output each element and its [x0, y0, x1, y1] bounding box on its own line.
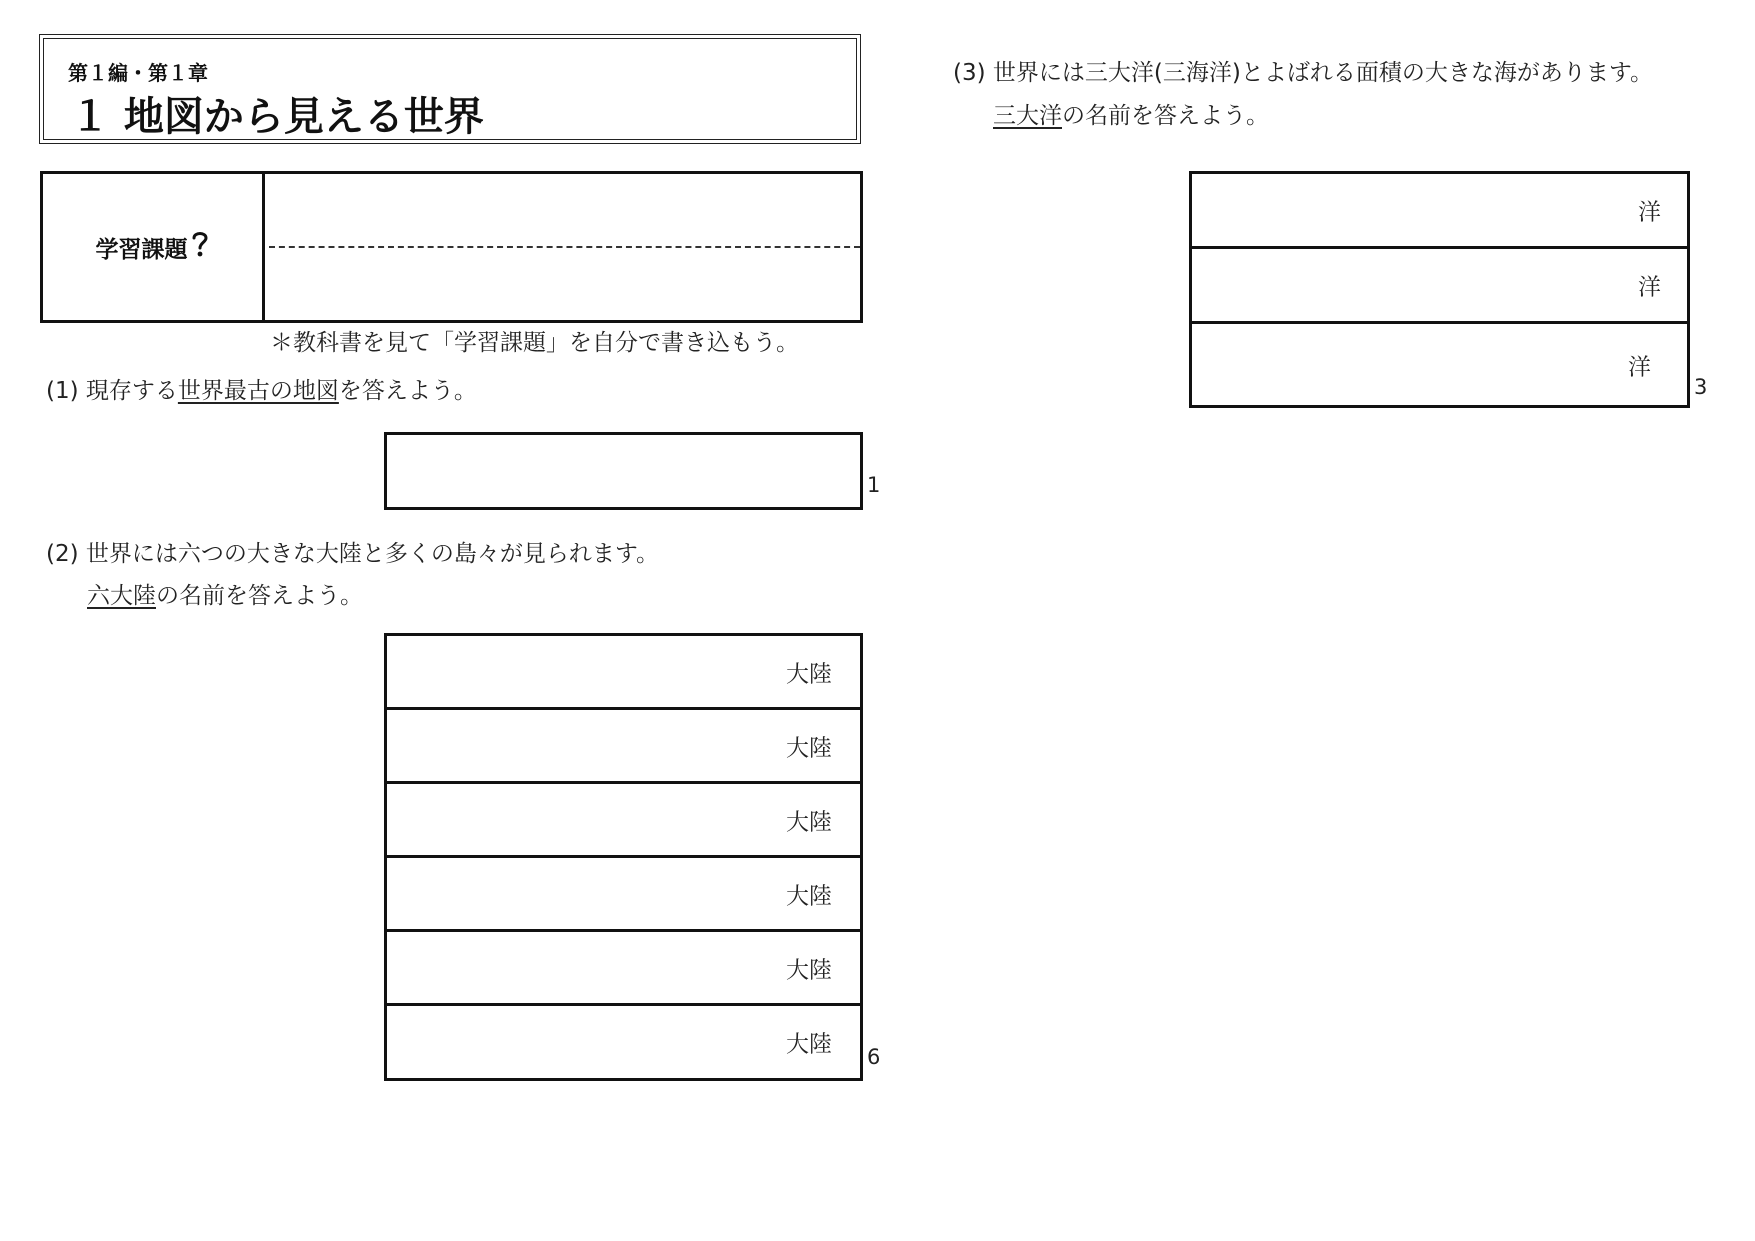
continent-answer-row[interactable]: [387, 636, 860, 710]
question-1-suffix: を答えよう。: [338, 378, 477, 404]
question-2-line1: (2) 世界には六つの大きな大陸と多くの島々が見られます。: [46, 541, 660, 567]
question-1-keyword: 世界最古の地図: [177, 378, 339, 404]
learning-task-note: ＊教科書を見て「学習課題」を自分で書き込もう。: [270, 330, 799, 356]
continent-suffix: 大陸: [786, 1031, 832, 1058]
learning-task-label-cell: [43, 174, 262, 320]
learning-task-label: 学習課題: [95, 236, 188, 263]
ocean-answer-row[interactable]: [1192, 249, 1687, 324]
learning-task-write-area-top[interactable]: [265, 174, 860, 246]
continent-answer-row[interactable]: [387, 784, 860, 858]
learning-task-write-area-bottom[interactable]: [265, 248, 860, 320]
question-mark-icon: [190, 230, 210, 264]
chapter-subtitle: 第１編・第１章: [68, 61, 208, 85]
question-3-line2: [993, 97, 1269, 130]
question-2-answer-table: [384, 633, 863, 1081]
question-3-line2-suffix: の名前を答えよう。: [1062, 103, 1269, 129]
continent-suffix: 大陸: [786, 661, 832, 687]
question-1-count: 1: [867, 473, 881, 497]
question-3-line1: (3) 世界には三大洋(三海洋)とよばれる面積の大きな海があります。: [953, 60, 1653, 86]
continent-answer-row[interactable]: [387, 710, 860, 784]
continent-suffix: 大陸: [786, 883, 832, 909]
question-3-count: 3: [1694, 375, 1708, 399]
continent-answer-row[interactable]: [387, 1006, 860, 1078]
question-1: [46, 372, 477, 405]
page-title: １ 地図から見える世界: [70, 93, 484, 140]
ocean-answer-row[interactable]: [1192, 324, 1687, 405]
question-1-prefix: (1) 現存する: [46, 378, 178, 404]
question-3-keyword: 三大洋: [993, 103, 1062, 129]
question-2-line2-suffix: の名前を答えよう。: [156, 583, 363, 609]
question-2-count: 6: [867, 1045, 881, 1069]
continent-answer-row[interactable]: [387, 932, 860, 1006]
ocean-answer-row[interactable]: [1192, 174, 1687, 249]
question-1-answer-box[interactable]: [384, 432, 863, 510]
question-2-line2: [87, 577, 363, 610]
continent-suffix: 大陸: [786, 735, 832, 761]
continent-suffix: 大陸: [786, 957, 832, 983]
ocean-suffix: 洋: [1638, 199, 1661, 226]
question-2-keyword: 六大陸: [87, 583, 156, 609]
ocean-suffix: 洋: [1628, 354, 1651, 380]
question-3-answer-table: [1189, 171, 1690, 408]
continent-answer-row[interactable]: [387, 858, 860, 932]
title-box: [39, 34, 861, 144]
continent-suffix: 大陸: [786, 809, 832, 835]
learning-task-table: [40, 171, 863, 323]
ocean-suffix: 洋: [1638, 274, 1661, 301]
